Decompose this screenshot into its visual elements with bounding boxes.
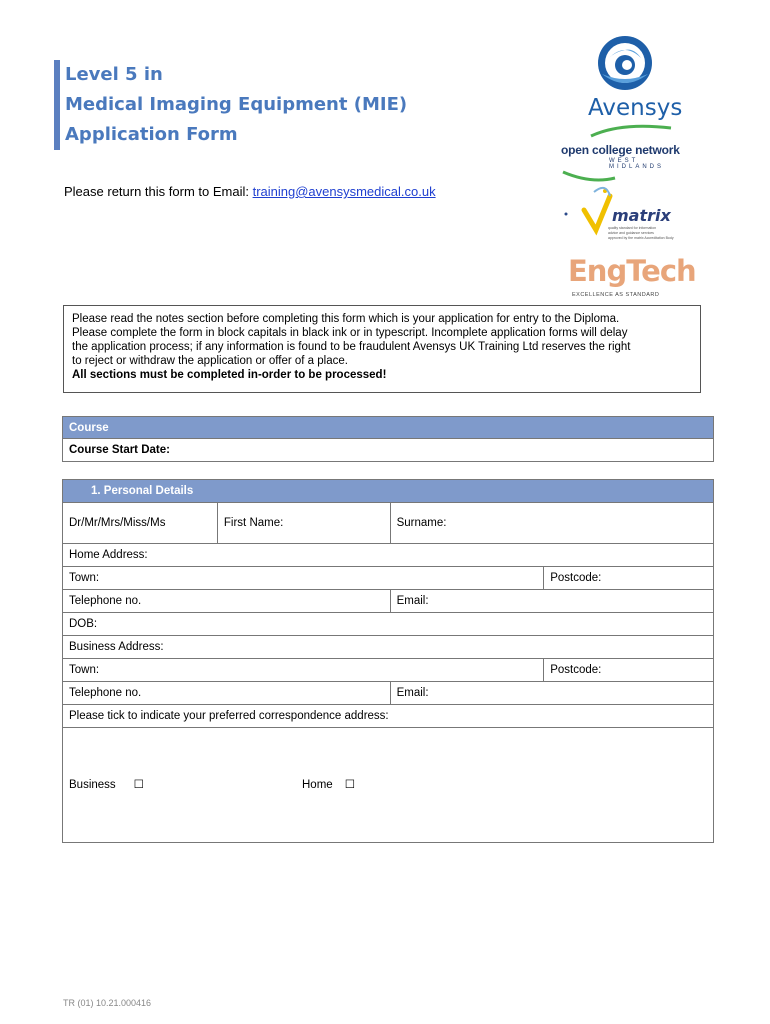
surname-label: Surname: bbox=[396, 517, 447, 529]
home-option[interactable] bbox=[302, 777, 355, 791]
course-header: Course bbox=[63, 417, 714, 439]
return-instructions bbox=[64, 184, 436, 199]
matrix-logo bbox=[562, 184, 692, 246]
avensys-swirl-icon bbox=[582, 34, 692, 94]
matrix-caption-2: advice and guidance services bbox=[608, 231, 654, 235]
home-address-field[interactable] bbox=[63, 544, 714, 567]
business-postcode-label: Postcode: bbox=[550, 664, 602, 676]
ocn-swoosh-icon bbox=[561, 170, 691, 184]
personal-details-header-row bbox=[63, 480, 714, 503]
correspondence-options-cell bbox=[63, 728, 714, 843]
correspondence-options-row bbox=[63, 728, 714, 843]
title-line-1: Level 5 in bbox=[65, 64, 163, 85]
matrix-caption-3: approved by the matrix Accreditation Body bbox=[608, 236, 674, 240]
business-address-field[interactable] bbox=[63, 636, 714, 659]
first-name-field[interactable] bbox=[217, 503, 390, 544]
dob-field[interactable] bbox=[63, 613, 714, 636]
personal-details-header: 1. Personal Details bbox=[63, 480, 714, 503]
personal-details-table bbox=[62, 479, 714, 843]
business-option-label: Business bbox=[69, 779, 116, 791]
home-telephone-label: Telephone no. bbox=[69, 595, 142, 607]
title-field[interactable] bbox=[63, 503, 218, 544]
surname-field[interactable] bbox=[390, 503, 713, 544]
home-contact-row bbox=[63, 590, 714, 613]
business-postcode-field[interactable] bbox=[544, 659, 714, 682]
notes-line-3: the application process; if any information is found to be fraudulent Avensys UK Training Ltd reserves the right bbox=[72, 341, 631, 353]
ocn-line-1: open college network bbox=[561, 143, 680, 157]
return-prefix: Please return this form to Email: bbox=[64, 184, 253, 199]
first-name-label: First Name: bbox=[223, 517, 284, 529]
home-email-label: Email: bbox=[396, 595, 429, 607]
home-address-row bbox=[63, 544, 714, 567]
matrix-wordmark: matrix bbox=[612, 206, 671, 225]
dob-row bbox=[63, 613, 714, 636]
business-telephone-label: Telephone no. bbox=[69, 687, 142, 699]
avensys-wordmark: Avensys bbox=[588, 95, 683, 121]
home-town-label: Town: bbox=[69, 572, 100, 584]
home-address-label: Home Address: bbox=[69, 549, 148, 561]
business-town-field[interactable] bbox=[63, 659, 544, 682]
title-line-3: Application Form bbox=[65, 124, 238, 145]
document-reference-footer: TR (01) 10.21.000416 bbox=[63, 998, 152, 1008]
notes-line-2: Please complete the form in block capitals in black ink or in typescript. Incomplete application forms will delay bbox=[72, 327, 628, 339]
ocn-line-2: WEST MIDLANDS bbox=[609, 158, 665, 170]
home-postcode-field[interactable] bbox=[544, 567, 714, 590]
home-postcode-label: Postcode: bbox=[550, 572, 602, 584]
business-email-field[interactable] bbox=[390, 682, 713, 705]
course-header-row bbox=[63, 417, 714, 439]
home-email-field[interactable] bbox=[390, 590, 713, 613]
ocn-arc-icon bbox=[561, 124, 691, 138]
notes-line-4: to reject or withdraw the application or offer of a place. bbox=[72, 355, 348, 367]
business-town-label: Town: bbox=[69, 664, 100, 676]
dob-label: DOB: bbox=[69, 618, 98, 630]
business-contact-row bbox=[63, 682, 714, 705]
home-checkbox[interactable]: ☐ bbox=[344, 779, 355, 791]
business-option[interactable] bbox=[69, 777, 144, 791]
correspondence-instruction: Please tick to indicate your preferred correspondence address: bbox=[63, 705, 714, 728]
notes-line-1: Please read the notes section before completing this form which is your application for entry to the Diploma. bbox=[72, 313, 620, 325]
name-row bbox=[63, 503, 714, 544]
instructions-notes-box bbox=[63, 305, 701, 393]
home-telephone-field[interactable] bbox=[63, 590, 391, 613]
avensys-logo bbox=[582, 34, 692, 120]
engtech-tagline: EXCELLENCE AS STANDARD bbox=[572, 292, 660, 298]
correspondence-row bbox=[63, 705, 714, 728]
course-start-date-field[interactable] bbox=[63, 439, 714, 462]
home-option-label: Home bbox=[302, 779, 333, 791]
course-start-date-row bbox=[63, 439, 714, 462]
business-address-label: Business Address: bbox=[69, 641, 164, 653]
business-email-label: Email: bbox=[396, 687, 429, 699]
business-address-row bbox=[63, 636, 714, 659]
business-checkbox[interactable]: ☐ bbox=[133, 779, 144, 791]
training-email-link[interactable]: training@avensysmedical.co.uk bbox=[252, 184, 436, 199]
course-start-date-label: Course Start Date: bbox=[69, 444, 170, 456]
course-table bbox=[62, 416, 714, 462]
home-town-row bbox=[63, 567, 714, 590]
matrix-caption-1: quality standard for information bbox=[608, 226, 657, 230]
business-telephone-field[interactable] bbox=[63, 682, 391, 705]
home-town-field[interactable] bbox=[63, 567, 544, 590]
engtech-logo bbox=[568, 254, 698, 304]
title-label: Dr/Mr/Mrs/Miss/Ms bbox=[69, 517, 166, 529]
title-line-2: Medical Imaging Equipment (MIE) bbox=[65, 94, 408, 115]
form-title-block bbox=[54, 60, 485, 150]
business-town-row bbox=[63, 659, 714, 682]
notes-mandatory-warning: All sections must be completed in-order to be processed! bbox=[72, 369, 387, 381]
ocn-logo bbox=[561, 124, 691, 180]
engtech-wordmark: EngTech bbox=[568, 254, 696, 288]
